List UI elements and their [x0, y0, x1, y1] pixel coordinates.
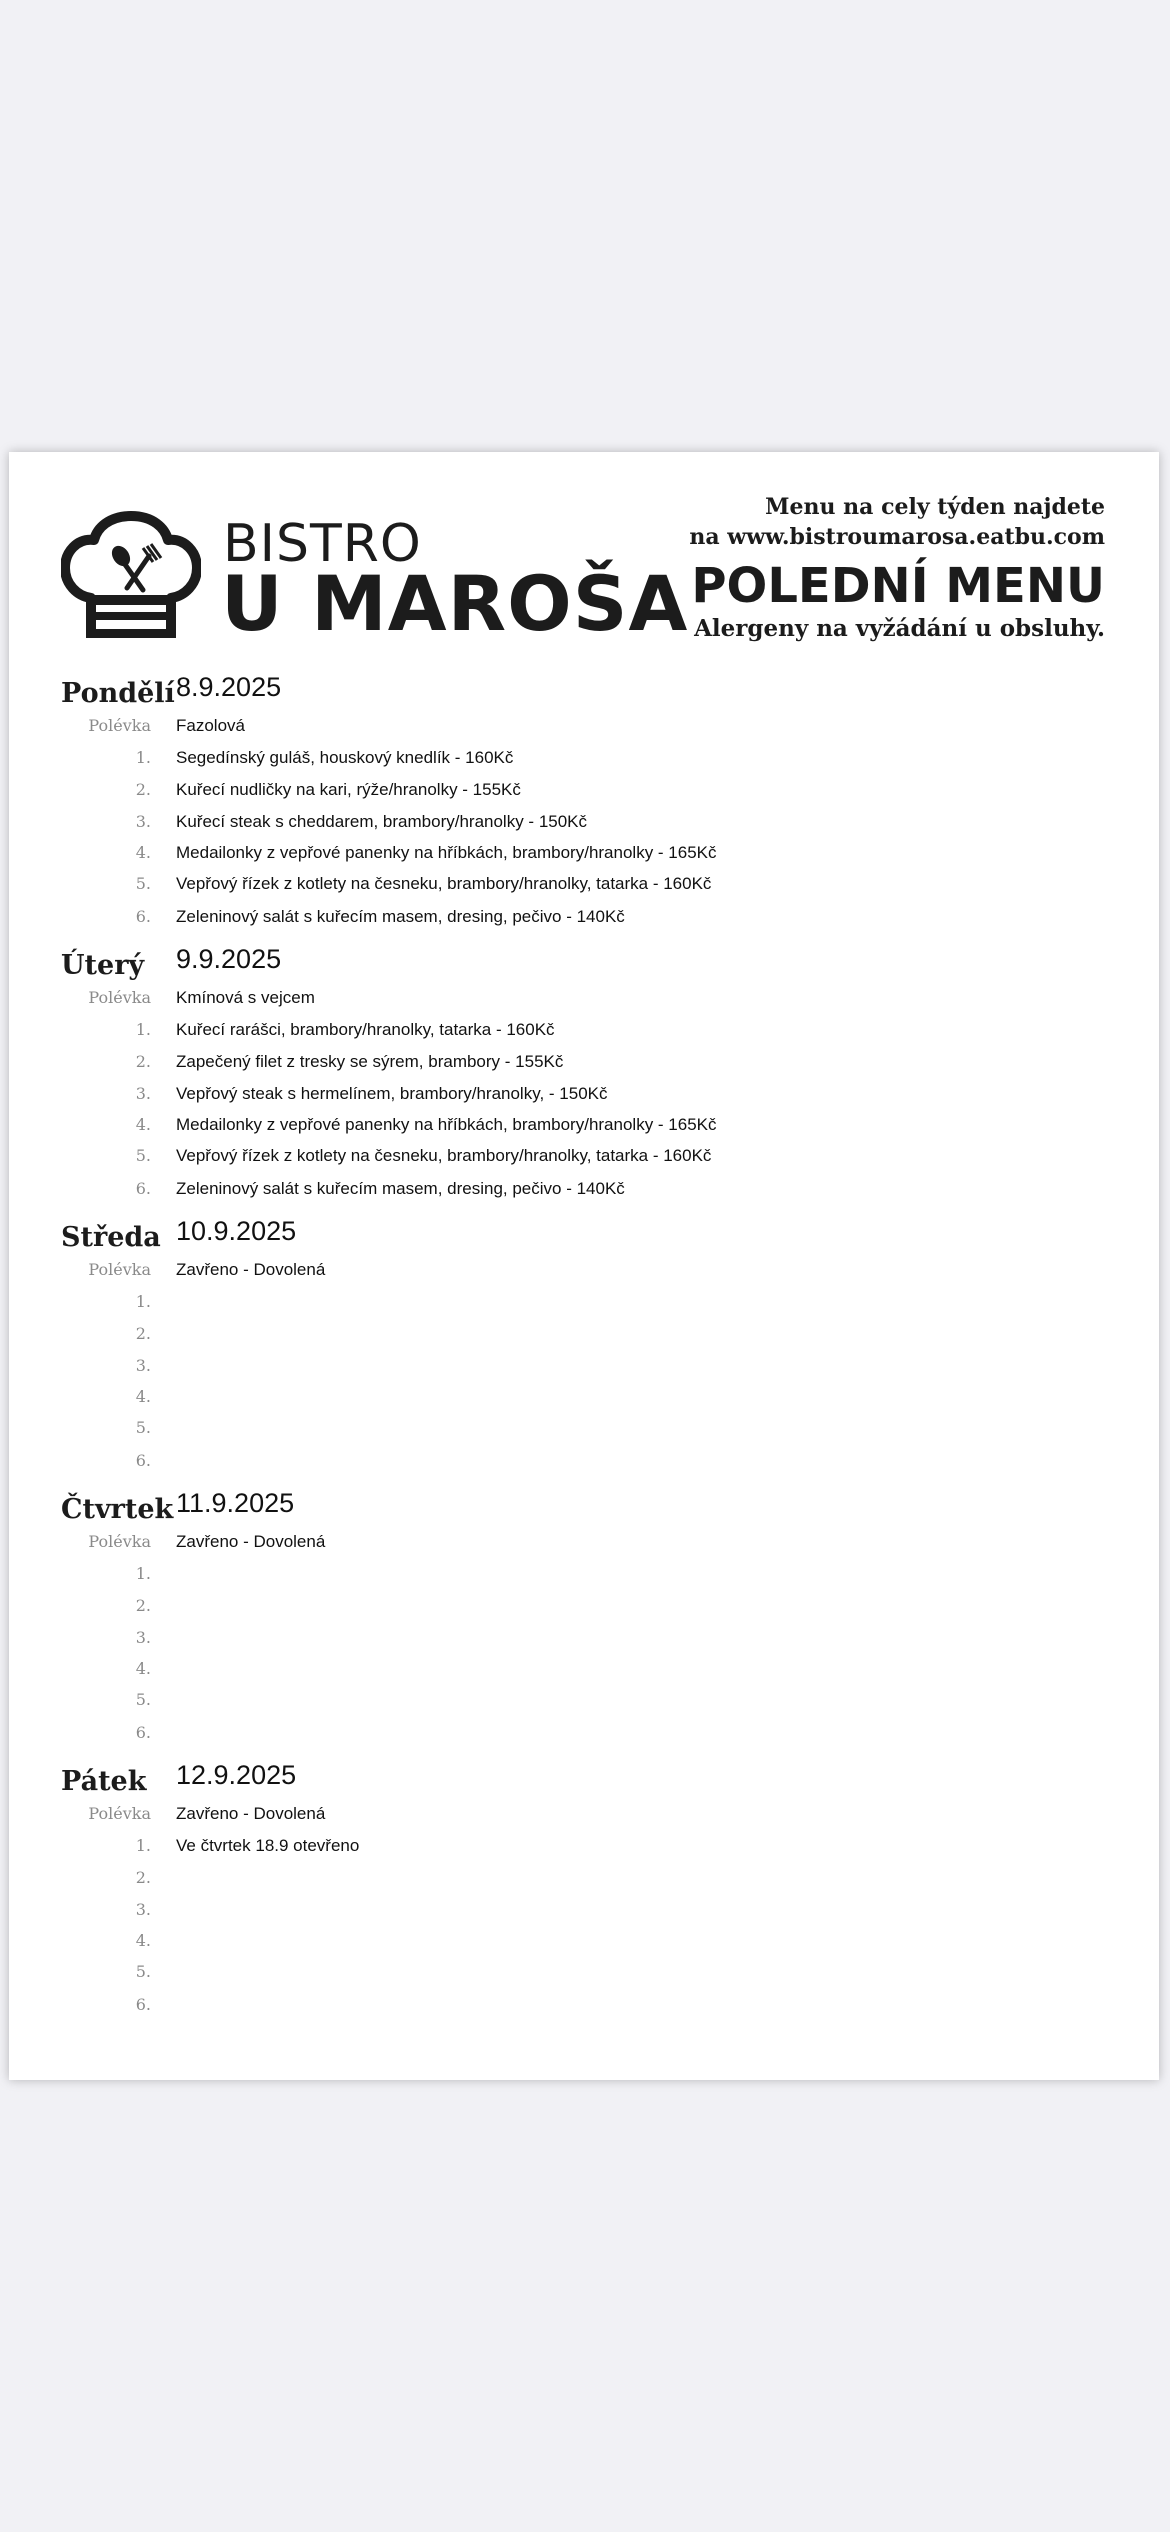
- menu-item-number: 3.: [135, 1356, 151, 1375]
- menu-item-row: [9, 1900, 1159, 1926]
- menu-item-row: [9, 1292, 1159, 1318]
- menu-sheet: [9, 452, 1159, 2080]
- menu-item-number: 1.: [135, 1292, 151, 1311]
- menu-item-number: 5.: [135, 1146, 151, 1165]
- menu-item-row: [9, 1931, 1159, 1957]
- menu-item-text: Segedínský guláš, houskový knedlík - 160Kč: [176, 748, 514, 767]
- menu-item-number: 1.: [135, 748, 151, 767]
- days-list: [9, 668, 1159, 2028]
- menu-item-row: [9, 1564, 1159, 1590]
- menu-item-number: 3.: [135, 812, 151, 831]
- chef-hat-logo-icon: [61, 508, 201, 638]
- soup-name: Zavřeno - Dovolená: [176, 1532, 326, 1551]
- menu-item-text: Vepřový řízek z kotlety na česneku, brambory/hranolky, tatarka - 160Kč: [176, 874, 712, 893]
- menu-item-text: Zeleninový salát s kuřecím masem, dresing, pečivo - 140Kč: [176, 1179, 625, 1198]
- menu-item-row: [9, 1723, 1159, 1749]
- menu-item-number: 3.: [135, 1084, 151, 1103]
- brand-name-line1: BISTRO: [223, 514, 422, 574]
- menu-item-number: 6.: [135, 1723, 151, 1742]
- menu-item-row: [9, 812, 1159, 838]
- menu-item-row: [9, 1052, 1159, 1078]
- menu-item-number: 2.: [135, 1052, 151, 1071]
- day-name: Úterý: [61, 950, 145, 981]
- menu-title: POLEDNÍ MENU: [691, 558, 1105, 614]
- menu-item-text: Vepřový řízek z kotlety na česneku, brambory/hranolky, tatarka - 160Kč: [176, 1146, 712, 1165]
- menu-item-number: 2.: [135, 1868, 151, 1887]
- menu-item-number: 4.: [135, 1387, 151, 1406]
- header-info: [585, 492, 1105, 644]
- day-date: 9.9.2025: [176, 944, 282, 974]
- menu-item-number: 5.: [135, 1418, 151, 1437]
- menu-item-row: [9, 1084, 1159, 1110]
- menu-item-row: [9, 1451, 1159, 1477]
- menu-item-row: [9, 1115, 1159, 1141]
- menu-item-number: 4.: [135, 843, 151, 862]
- soup-row: [9, 1260, 1159, 1286]
- menu-item-text: Kuřecí nudličky na kari, rýže/hranolky - 155Kč: [176, 780, 521, 799]
- menu-item-row: [9, 1146, 1159, 1172]
- soup-label: Polévka: [88, 1260, 151, 1279]
- menu-item-row: [9, 1356, 1159, 1382]
- soup-label: Polévka: [88, 988, 151, 1007]
- menu-item-number: 3.: [135, 1628, 151, 1647]
- day-date: 11.9.2025: [176, 1488, 295, 1518]
- menu-item-row: [9, 1324, 1159, 1350]
- soup-row: [9, 1532, 1159, 1558]
- soup-label: Polévka: [88, 716, 151, 735]
- menu-item-text: Medailonky z vepřové panenky na hříbkách, brambory/hranolky - 165Kč: [176, 843, 717, 862]
- menu-item-row: [9, 1387, 1159, 1413]
- day-section: [9, 940, 1159, 1212]
- soup-row: [9, 988, 1159, 1014]
- soup-row: [9, 1804, 1159, 1830]
- menu-item-number: 5.: [135, 874, 151, 893]
- menu-item-number: 1.: [135, 1836, 151, 1855]
- menu-item-number: 1.: [135, 1564, 151, 1583]
- menu-item-number: 6.: [135, 1995, 151, 2014]
- soup-row: [9, 716, 1159, 742]
- menu-item-row: [9, 1418, 1159, 1444]
- day-date: 8.9.2025: [176, 672, 282, 702]
- day-name: Středa: [61, 1222, 161, 1253]
- menu-item-row: [9, 1836, 1159, 1862]
- menu-item-row: [9, 1868, 1159, 1894]
- menu-item-number: 6.: [135, 1451, 151, 1470]
- menu-item-text: Zapečený filet z tresky se sýrem, brambory - 155Kč: [176, 1052, 564, 1071]
- allergen-note: Alergeny na vyžádání u obsluhy.: [694, 615, 1105, 642]
- soup-name: Fazolová: [176, 716, 245, 735]
- menu-item-row: [9, 1962, 1159, 1988]
- soup-name: Kmínová s vejcem: [176, 988, 315, 1007]
- menu-item-row: [9, 780, 1159, 806]
- menu-item-number: 3.: [135, 1900, 151, 1919]
- menu-item-row: [9, 1995, 1159, 2021]
- menu-item-number: 4.: [135, 1115, 151, 1134]
- day-name: Pondělí: [61, 678, 175, 709]
- menu-item-row: [9, 843, 1159, 869]
- menu-item-number: 6.: [135, 907, 151, 926]
- menu-item-text: Kuřecí steak s cheddarem, brambory/hranolky - 150Kč: [176, 812, 588, 831]
- menu-item-row: [9, 1596, 1159, 1622]
- day-section: [9, 668, 1159, 940]
- menu-item-text: Ve čtvrtek 18.9 otevřeno: [176, 1836, 360, 1855]
- menu-item-row: [9, 1690, 1159, 1716]
- menu-item-number: 4.: [135, 1931, 151, 1950]
- day-name: Pátek: [61, 1766, 147, 1797]
- menu-item-row: [9, 1628, 1159, 1654]
- menu-item-row: [9, 874, 1159, 900]
- day-date: 10.9.2025: [176, 1216, 297, 1246]
- menu-item-text: Zeleninový salát s kuřecím masem, dresing, pečivo - 140Kč: [176, 907, 625, 926]
- menu-item-number: 2.: [135, 780, 151, 799]
- menu-item-number: 1.: [135, 1020, 151, 1039]
- menu-item-number: 2.: [135, 1596, 151, 1615]
- menu-item-row: [9, 1659, 1159, 1685]
- week-menu-note-line1: Menu na cely týden najdete: [765, 494, 1105, 520]
- menu-item-row: [9, 907, 1159, 933]
- menu-item-text: Medailonky z vepřové panenky na hříbkách, brambory/hranolky - 165Kč: [176, 1115, 717, 1134]
- day-name: Čtvrtek: [61, 1494, 174, 1525]
- soup-name: Zavřeno - Dovolená: [176, 1260, 326, 1279]
- day-section: [9, 1212, 1159, 1484]
- day-section: [9, 1756, 1159, 2028]
- day-date: 12.9.2025: [176, 1760, 297, 1790]
- soup-name: Zavřeno - Dovolená: [176, 1804, 326, 1823]
- menu-item-number: 5.: [135, 1690, 151, 1709]
- menu-item-row: [9, 1179, 1159, 1205]
- soup-label: Polévka: [88, 1804, 151, 1823]
- menu-item-row: [9, 1020, 1159, 1046]
- menu-item-number: 6.: [135, 1179, 151, 1198]
- menu-item-text: Kuřecí rarášci, brambory/hranolky, tatarka - 160Kč: [176, 1020, 555, 1039]
- soup-label: Polévka: [88, 1532, 151, 1551]
- brand-name-line2: U MAROŠA: [221, 559, 689, 648]
- menu-item-row: [9, 748, 1159, 774]
- menu-item-number: 4.: [135, 1659, 151, 1678]
- menu-item-text: Vepřový steak s hermelínem, brambory/hranolky, - 150Kč: [176, 1084, 608, 1103]
- menu-item-number: 5.: [135, 1962, 151, 1981]
- day-section: [9, 1484, 1159, 1756]
- menu-item-number: 2.: [135, 1324, 151, 1343]
- week-menu-note-line2: na www.bistroumarosa.eatbu.com: [689, 524, 1105, 550]
